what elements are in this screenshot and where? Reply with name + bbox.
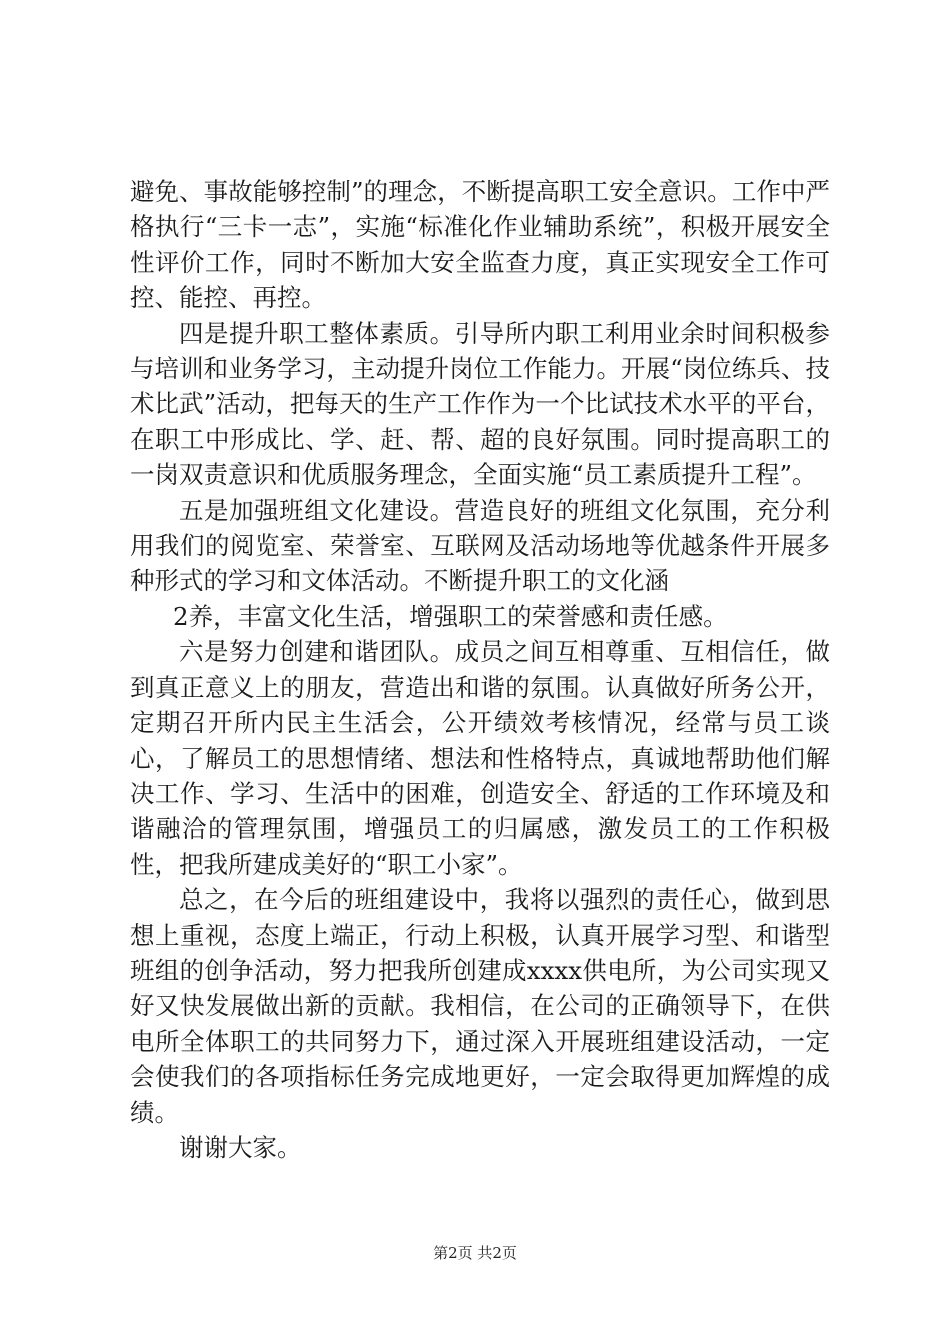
paragraph-6: 总之，在今后的班组建设中，我将以强烈的责任心，做到思想上重视，态度上端正，行动上积极，认真开展学习型、和谐型班组的创争活动，努力把我所创建成xxxx供电所，为公司实现又好又快发展做出新的贡献。我相信，在公司的正确领导下，在供电所全体职工的共同努力下，通过深入开展班组建设活动，一定会使我们的各项指标任务完成地更好，一定会取得更加辉煌的成绩。 xyxy=(130,885,830,1127)
page-number-label: 第2页 共2页 xyxy=(433,1244,517,1262)
paragraph-1: 避免、事故能够控制”的理念，不断提高职工安全意识。工作中严格执行“三卡一志”，实施“标准化作业辅助系统”，积极开展安全性评价工作，同时不断加大安全监查力度，真正实现安全工作可控、能控、再控。 xyxy=(130,177,830,313)
document-body xyxy=(130,174,830,1165)
paragraph-7: 谢谢大家。 xyxy=(179,1132,302,1162)
paragraph-2: 四是提升职工整体素质。引导所内职工利用业余时间积极参与培训和业务学习，主动提升岗位工作能力。开展“岗位练兵、技术比武”活动，把每天的生产工作作为一个比试技术水平的平台，在职工中形成比、学、赶、帮、超的良好氛围。同时提高职工的一岗双责意识和优质服务理念，全面实施“员工素质提升工程”。 xyxy=(130,318,830,490)
paragraph-5: 六是努力创建和谐团队。成员之间互相尊重、互相信任，做到真正意义上的朋友，营造出和谐的氛围。认真做好所务公开，定期召开所内民主生活会，公开绩效考核情况，经常与员工谈心，了解员工的思想情绪、想法和性格特点，真诚地帮助他们解决工作、学习、生活中的困难，创造安全、舒适的工作环境及和谐融洽的管理氛围，增强员工的归属感，激发员工的工作积极性，把我所建成美好的“职工小家”。 xyxy=(130,637,830,879)
paragraph-3: 五是加强班组文化建设。营造良好的班组文化氛围，充分利用我们的阅览室、荣誉室、互联网及活动场地等优越条件开展多种形式的学习和文体活动。不断提升职工的文化涵 xyxy=(130,495,830,596)
paragraph-4: 2养，丰富文化生活，增强职工的荣誉感和责任感。 xyxy=(173,601,728,631)
page-footer xyxy=(0,1242,950,1263)
